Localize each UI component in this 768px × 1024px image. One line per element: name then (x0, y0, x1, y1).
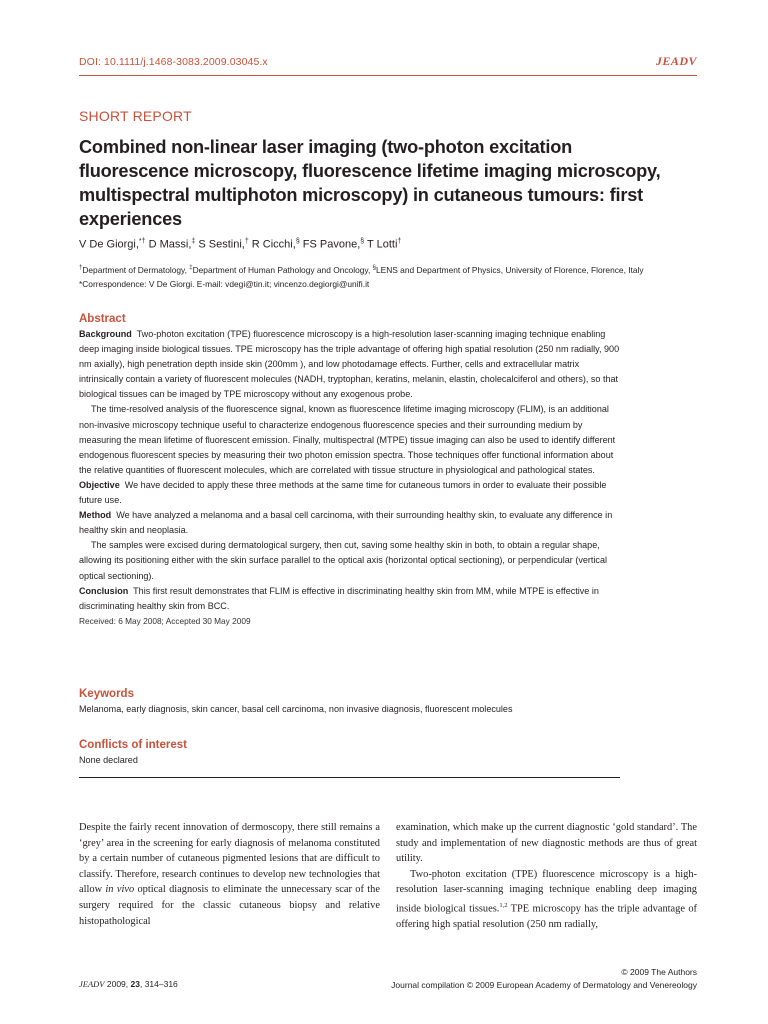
correspondence: *Correspondence: V De Giorgi. E-mail: vdegi@tin.it; vincenzo.degiorgi@unifi.it (79, 278, 370, 289)
conflicts-heading: Conflicts of interest (79, 739, 187, 751)
background-label: Background (79, 329, 132, 339)
footer-year: 2009, (104, 979, 131, 989)
affiliation-text: LENS and Department of Physics, University of Florence, Florence, Italy (375, 264, 644, 275)
author-mark: § (360, 238, 365, 245)
doi-line: DOI: 10.1111/j.1468-3083.2009.03045.x (79, 56, 268, 68)
section-divider (79, 777, 620, 778)
conflicts-section (79, 737, 624, 768)
author-mark: § (295, 238, 300, 245)
section-label: SHORT REPORT (79, 108, 192, 124)
body-italic: in vivo (105, 884, 135, 896)
article-title: Combined non-linear laser imaging (two-photon excitation fluorescence microscopy, fluorescence lifetime imaging microscopy, multispectral multiphoton microscopy) in cutaneous tumours: first experiences (79, 137, 661, 229)
affiliation-text: Department of Human Pathology and Oncology, (192, 264, 373, 275)
author-list (79, 238, 401, 251)
abstract-method-cont: The samples were excised during dermatological surgery, then cut, saving some healthy skin in both, to obtain a regular shape, allowing its positioning either with the skin surface parallel to the optical axis (horizontal optical sectioning), or perpendicular (vertical optical sectioning). (79, 540, 608, 581)
journal-tag: JEADV (655, 54, 697, 68)
body-column-left (79, 820, 380, 929)
body-text: TPE microscopy has the triple advantage of offering high spatial resolution (250 nm radially, (396, 903, 697, 931)
affiliation-text: Department of Dermatology, (82, 264, 190, 275)
body-paragraph (396, 867, 697, 933)
body-column-right (396, 820, 697, 933)
keywords-section (79, 686, 624, 717)
author: FS Pavone, (302, 238, 361, 251)
keywords-text: Melanoma, early diagnosis, skin cancer, basal cell carcinoma, non invasive diagnosis, fluorescent molecules (79, 704, 513, 714)
objective-text: We have decided to apply these three methods at the same time for cutaneous tumors in order to evaluate their possible future use. (79, 479, 607, 506)
body-text: optical diagnosis to eliminate the unnecessary scar of the surgery required for the classic cutaneous biopsy and relative histopathological (79, 884, 380, 927)
body-text: Two-photon excitation (TPE) fluorescence microscopy is a high-resolution laser-scanning imaging technique enabling deep imaging inside biological tissues. (396, 868, 697, 915)
reference-mark: 1,2 (499, 901, 508, 909)
method-text: We have analyzed a melanoma and a basal cell carcinoma, with their surrounding healthy skin, to evaluate any difference in healthy skin and neoplasia. (79, 510, 613, 536)
author-mark: † (397, 238, 402, 245)
affiliation-mark: § (372, 265, 376, 271)
abstract-conclusion (79, 584, 624, 614)
author: S Sestini, (198, 238, 245, 251)
compilation-line: Journal compilation © 2009 European Academy of Dermatology and Venereology (391, 979, 697, 990)
body-paragraph: examination, which make up the current diagnostic ‘gold standard’. The study and implementation of new diagnostic methods are thus of great utility. (396, 822, 697, 865)
abstract-objective (79, 478, 624, 508)
method-label: Method (79, 510, 112, 521)
footer-copyright (391, 966, 697, 991)
affiliation-line (79, 261, 719, 277)
abstract-method (79, 508, 624, 538)
abstract-background-cont: The time-resolved analysis of the fluorescence signal, known as fluorescence lifetime imaging microscopy (FLIM), is an additional non-invasive microscopy technique useful to characterize endogenous fluorescence species and their surrounding medium by measuring the mean lifetime of fluorescent emission. Finally, multispectral (MTPE) tissue imaging can also be used to identify different endogenous fluorescent species by measuring their two photon emission spectra. Those techniques offer functional information about the relative quantities of fluorescent molecules, which are correlated with tissue structure in physiological and pathological states. (79, 404, 616, 475)
footer-citation (79, 979, 178, 989)
footer-pages: , 314–316 (139, 979, 178, 989)
author: V De Giorgi, (79, 238, 139, 251)
abstract-section (79, 311, 624, 628)
footer-volume: 23 (130, 979, 140, 989)
body-text: Despite the fairly recent innovation of dermoscopy, there still remains a ‘grey’ area in the screening for early diagnosis of melanoma constituted by a certain number of cutaneous pigmented lesions that are difficult to classify. Therefore, research continues to develop new technologies that allow (79, 822, 380, 896)
conflicts-text: None declared (79, 755, 138, 765)
footer-journal: JEADV (79, 979, 105, 989)
author: R Cicchi, (251, 238, 296, 251)
affiliations (79, 261, 719, 291)
affiliation-mark: † (79, 265, 83, 271)
received-dates: Received: 6 May 2008; Accepted 30 May 2009 (79, 615, 251, 626)
background-text: Two-photon excitation (TPE) fluorescence microscopy is a high-resolution laser-scanning imaging technique enabling deep imaging inside biological tissues. TPE microscopy has the triple advantage of offering high spatial resolution (250 nm radially, 900 nm axially), high penetration depth inside skin (200mm ), and low photodamage effects. Further, cells and extracellular matrix intrinsically contain a variety of fluorescent molecules (NADH, tryptophan, keratins, melanin, elastin, cholecalciferol and others), so that biological tissues can be imaged by TPE microscopy without any exogenous probe. (79, 329, 620, 400)
conclusion-text: This first result demonstrates that FLIM is effective in discriminating healthy skin from MM, while MTPE is effective in discriminating healthy skin from BCC. (79, 585, 599, 611)
author-mark: *† (138, 238, 146, 245)
author: T Lotti (367, 238, 398, 251)
abstract-background (79, 327, 624, 402)
body-paragraph (79, 820, 380, 929)
author-mark: † (244, 238, 249, 245)
abstract-heading: Abstract (79, 313, 126, 325)
keywords-heading: Keywords (79, 688, 134, 700)
conclusion-label: Conclusion (79, 585, 129, 596)
author: D Massi, (148, 238, 192, 251)
objective-label: Objective (79, 479, 120, 490)
copyright-line: © 2009 The Authors (621, 967, 697, 977)
affiliation-mark: ‡ (189, 265, 193, 271)
author-mark: ‡ (191, 238, 196, 245)
header-rule (79, 75, 697, 76)
